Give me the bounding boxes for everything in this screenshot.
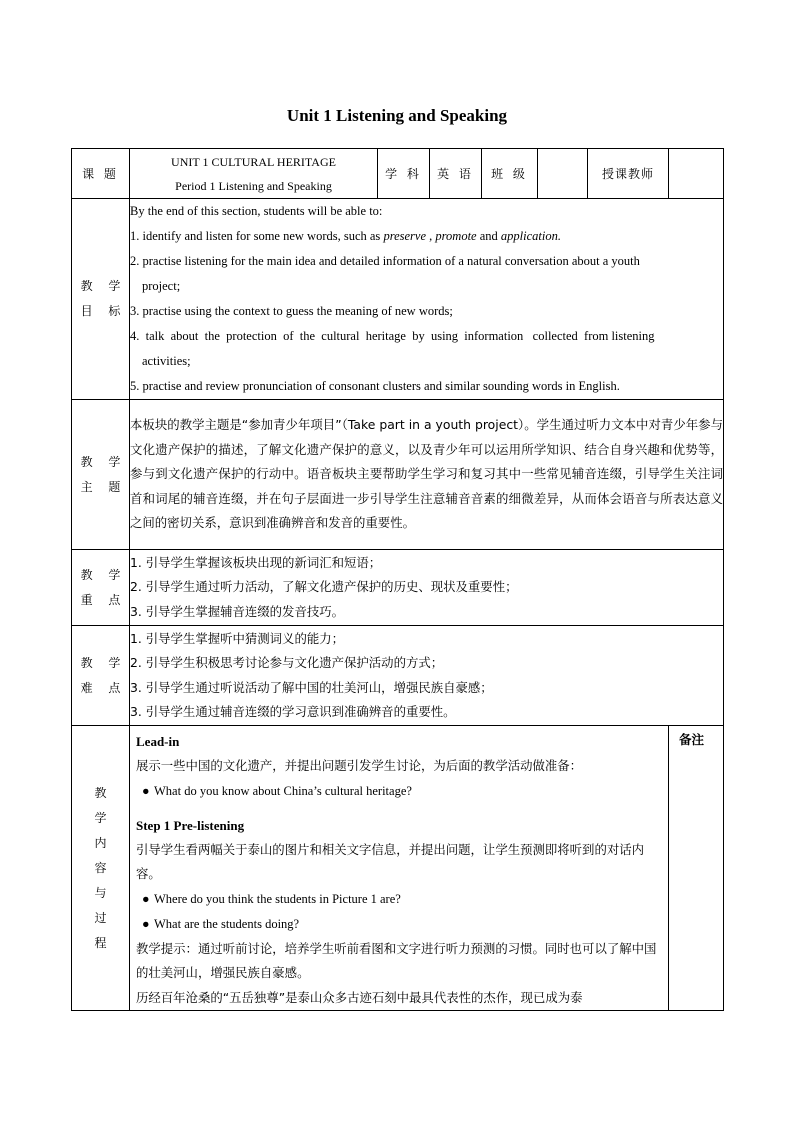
difficulty-item: 2. 引导学生积极思考讨论参与文化遗产保护活动的方式； <box>130 655 444 670</box>
step1-heading: Step 1 Pre-listening <box>136 817 245 833</box>
page-title: Unit 1 Listening and Speaking <box>286 106 508 125</box>
teaching-tip: 教学提示：通过听前讨论，培养学生听前看图和文字进行听力预测的习惯。同时也可以了解中国的壮美河山，增强民族自豪感。 <box>136 940 657 980</box>
objectives-intro: By the end of this section, students will be able to: <box>130 204 383 218</box>
class-label: 班 级 <box>482 149 538 199</box>
difficulties-label: 教 学 难 点 <box>72 626 130 726</box>
leadin-heading: Lead-in <box>136 734 180 749</box>
key-points-content <box>130 550 724 626</box>
objectives-label: 教 学 目 标 <box>72 199 130 400</box>
teacher-label: 授课教师 <box>588 149 669 199</box>
key-point-item: 1. 引导学生掌握该板块出现的新词汇和短语； <box>130 554 382 570</box>
step1-bullet: ● What are the students doing? <box>136 912 662 937</box>
difficulties-row <box>72 626 724 726</box>
difficulty-item: 3. 引导学生通过听说活动了解中国的壮美河山，增强民族自豪感； <box>130 679 493 695</box>
leadin-text: 展示一些中国的文化遗产，并提出问题引发学生讨论，为后面的教学活动做准备： <box>136 758 583 773</box>
objective-item-4-cont: activities; <box>142 354 191 368</box>
course-line-1: UNIT 1 CULTURAL HERITAGE <box>171 154 336 169</box>
class-value <box>538 149 588 199</box>
process-label: 教 学 内 容 与 过 程 <box>72 726 130 1011</box>
course-title-cell <box>130 149 378 199</box>
process-content <box>130 726 669 1011</box>
objectives-row <box>72 199 724 400</box>
theme-label: 教 学 主 题 <box>72 400 130 550</box>
difficulties-content <box>130 626 724 726</box>
process-last-line: 历经百年沧桑的“五岳独尊”是泰山众多古迹石刻中最具代表性的杰作，现已成为泰 <box>136 989 583 1005</box>
header-row <box>72 149 724 199</box>
step1-bullet: ● Where do you think the students in Picture 1 are? <box>136 887 662 912</box>
leadin-bullet: ● What do you know about China’s cultural heritage? <box>136 779 662 804</box>
theme-text: 本板块的教学主题是“参加青少年项目”（Take part in a youth project）。学生通过听力文本中对青少年参与文化遗产保护的描述，了解文化遗产保护的意义，以及青少年可以运用所学知识、结合自身兴趣和优势等，参与到文化遗产保护的行动中。语音板块主要帮助学生学习和复习其中一些常见辅音连缀，引导学生关注词首和词尾的辅音连缀，并在句子层面进一步引导学生注意辅音音素的细微差异，从而体会语音与所表达意义之间的密切关系，意识到准确辨音和发音的重要性。 <box>130 417 723 531</box>
objectives-content <box>130 199 724 400</box>
process-row <box>72 726 724 1011</box>
bullet-icon: ● <box>142 783 150 798</box>
subject-value: 英 语 <box>430 149 482 199</box>
key-point-item: 3. 引导学生掌握辅音连缀的发音技巧。 <box>130 603 345 619</box>
objective-item-3: 3. practise using the context to guess the meaning of new words; <box>130 304 453 318</box>
key-points-label: 教 学 重 点 <box>72 550 130 626</box>
objective-item-1: 1. identify and listen for some new words, such as preserve , promote and application. <box>130 229 561 243</box>
key-points-row <box>72 550 724 626</box>
objective-item-4: 4. talk about the protection of the cultural heritage by using information collected from listening <box>130 329 655 343</box>
bullet-icon: ● <box>142 891 150 906</box>
teacher-value <box>669 149 724 199</box>
subject-label: 学 科 <box>378 149 430 199</box>
course-line-2: Period 1 Listening and Speaking <box>175 178 332 193</box>
objective-item-2: 2. practise listening for the main idea and detailed information of a natural conversation about a youth <box>130 254 640 268</box>
remark-label: 备注 <box>669 726 724 1011</box>
lesson-plan-table <box>71 148 724 1011</box>
theme-content <box>130 400 724 550</box>
theme-row <box>72 400 724 550</box>
key-point-item: 2. 引导学生通过听力活动，了解文化遗产保护的历史、现状及重要性； <box>130 579 518 595</box>
difficulty-item: 1. 引导学生掌握听中猜测词义的能力； <box>130 630 345 646</box>
objective-item-5: 5. practise and review pronunciation of consonant clusters and similar sounding words in English. <box>130 379 620 393</box>
step1-text: 引导学生看两幅关于泰山的图片和相关文字信息，并提出问题，让学生预测即将听到的对话内容。 <box>136 841 645 881</box>
bullet-icon: ● <box>142 916 150 931</box>
difficulty-item: 3. 引导学生通过辅音连缀的学习意识到准确辨音的重要性。 <box>130 704 456 719</box>
course-label: 课 题 <box>72 149 130 199</box>
objective-item-2-cont: project; <box>142 279 181 293</box>
